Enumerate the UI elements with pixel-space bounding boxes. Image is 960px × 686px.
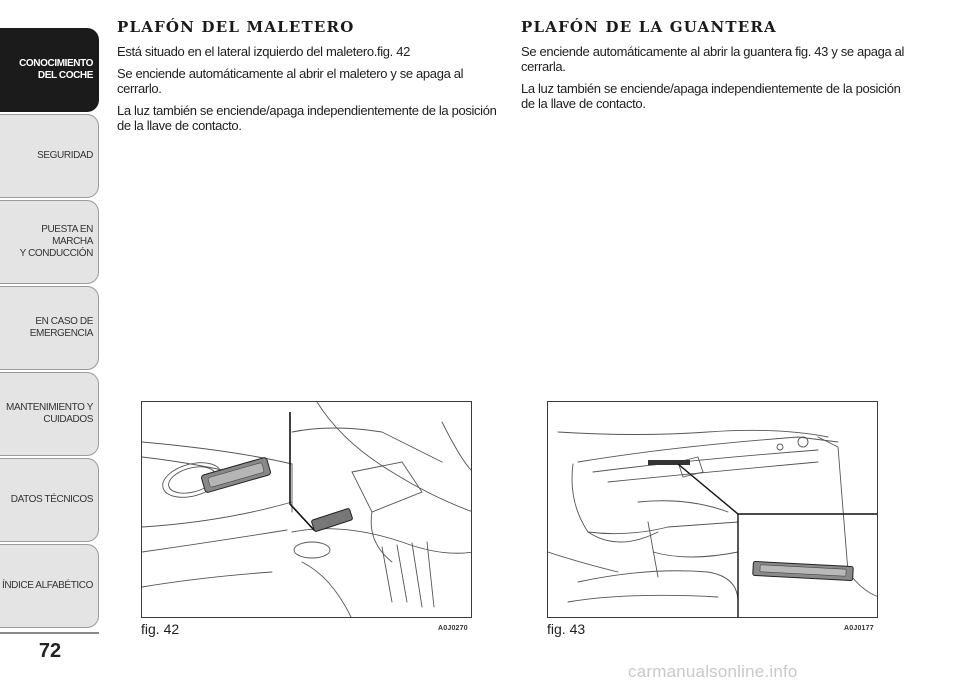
figure-43-code: A0J0177: [844, 625, 874, 632]
trunk-light-illustration: [142, 402, 472, 618]
tab-puesta-en-marcha[interactable]: PUESTA EN MARCHA Y CONDUCCIÓN: [0, 200, 99, 284]
lamp-detail: [753, 561, 854, 580]
tab-datos-tecnicos[interactable]: DATOS TÉCNICOS: [0, 458, 99, 542]
paragraph: Se enciende automáticamente al abrir la guantera fig. 43 y se apaga al cerrarla.: [521, 44, 905, 74]
figure-43-glovebox-light: [547, 401, 878, 618]
paragraph: La luz también se enciende/apaga independientemente de la posición de la llave de contacto.: [521, 81, 901, 111]
section-heading: PLAFÓN DEL MALETERO: [117, 18, 355, 36]
watermark: carmanualsonline.info: [628, 662, 798, 681]
page-number: 72: [0, 636, 100, 666]
glovebox-light-illustration: [548, 402, 878, 618]
figure-42-code: A0J0270: [438, 625, 468, 632]
paragraph: Está situado en el lateral izquierdo del maletero.fig. 42: [117, 44, 410, 59]
tab-seguridad[interactable]: SEGURIDAD: [0, 114, 99, 198]
tab-conocimiento-del-coche[interactable]: CONOCIMIENTO DEL COCHE: [0, 28, 99, 112]
tab-en-caso-de-emergencia[interactable]: EN CASO DE EMERGENCIA: [0, 286, 99, 370]
section-heading: PLAFÓN DE LA GUANTERA: [521, 18, 777, 36]
figure-42-caption: fig. 42: [141, 621, 180, 637]
section-plafon-guantera: [521, 18, 911, 118]
tab-mantenimiento[interactable]: MANTENIMIENTO Y CUIDADOS: [0, 372, 99, 456]
paragraph: Se enciende automáticamente al abrir el maletero y se apaga al cerrarlo.: [117, 66, 464, 96]
figure-42-trunk-light: [141, 401, 472, 618]
figure-43-caption: fig. 43: [547, 621, 586, 637]
paragraph: La luz también se enciende/apaga independientemente de la posición de la llave de contacto.: [117, 103, 497, 133]
lamp-detail: [201, 457, 271, 493]
section-plafon-maletero: [117, 18, 497, 140]
tab-indice-alfabetico[interactable]: ÍNDICE ALFABÉTICO: [0, 544, 99, 628]
